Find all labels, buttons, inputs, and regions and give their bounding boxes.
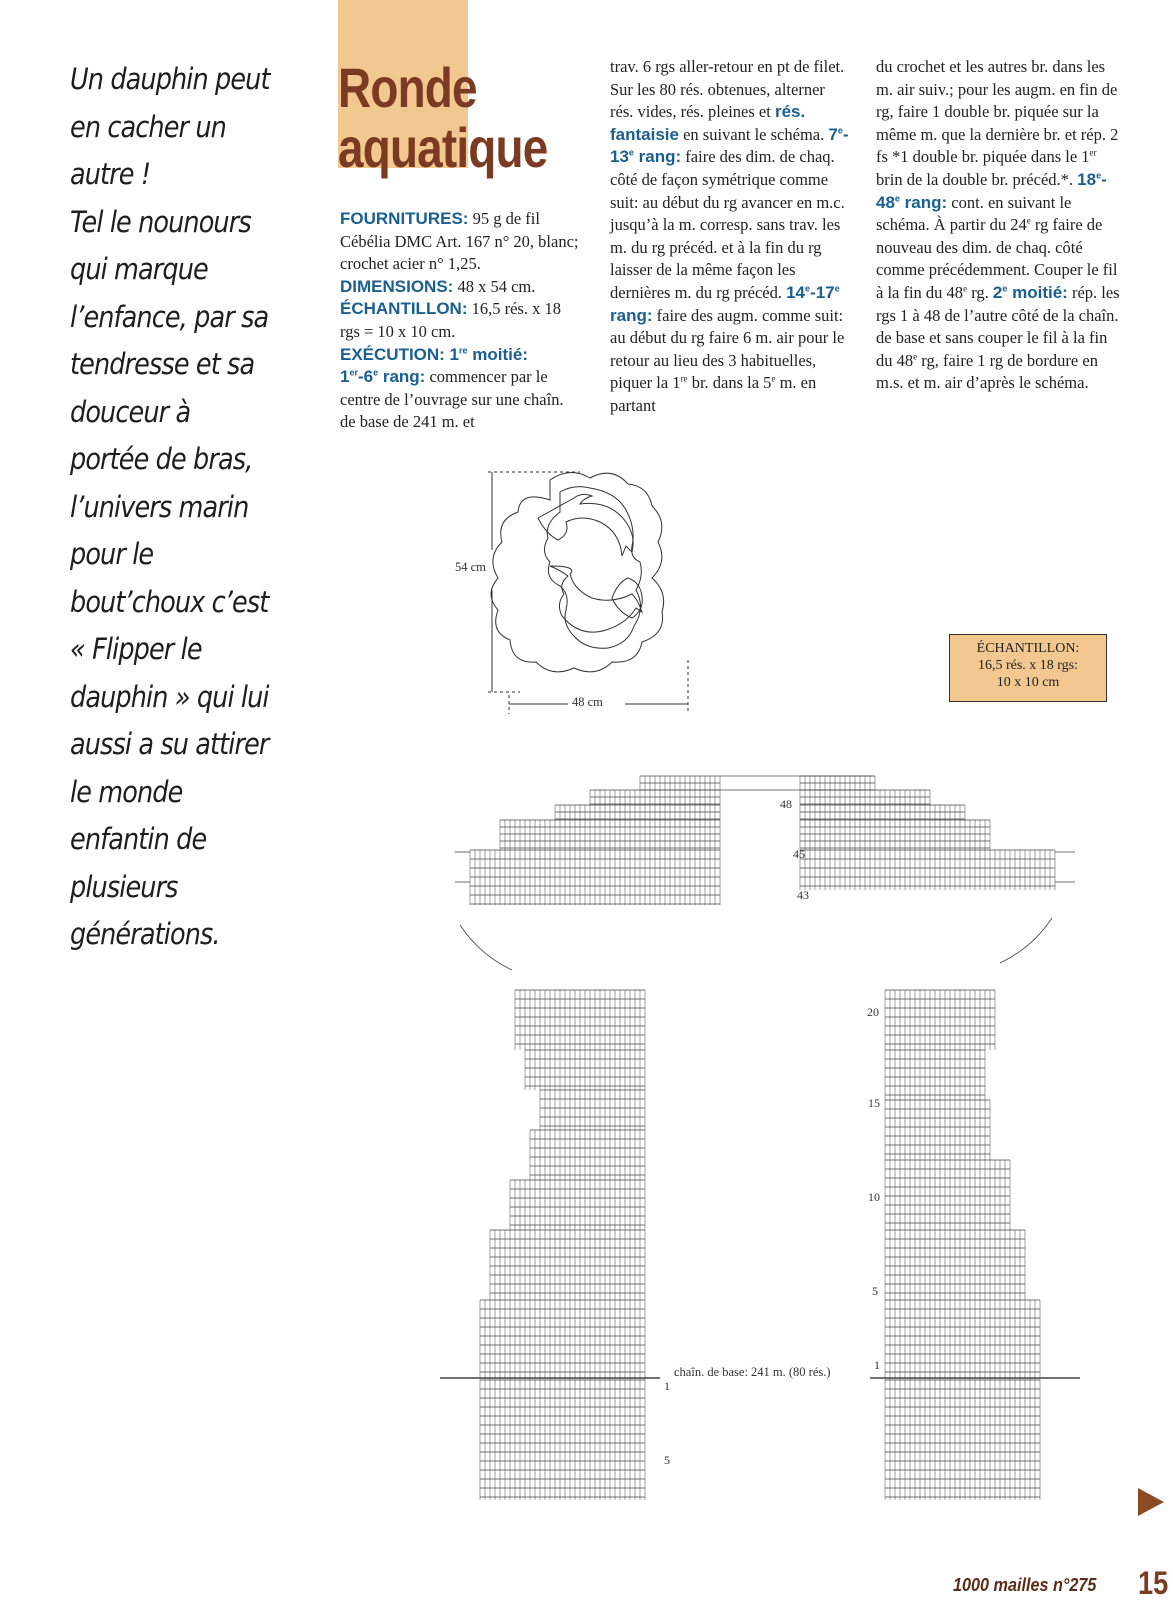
intro-line: douceur à xyxy=(70,394,191,429)
sample-line-2: 16,5 rés. x 18 rgs: xyxy=(977,658,1079,673)
next-page-arrow-icon xyxy=(1138,1488,1164,1516)
title-line-2: aquatique xyxy=(338,116,548,179)
row-label-43: 43 xyxy=(797,888,809,902)
rang-7-13-label: 7e-13e rang: xyxy=(610,124,849,167)
col2-text-3: faire des dim. de chaq. côté de façon symétrique comme suit: au début du rg avancer en m.c. jusqu’à la m. corresp. sans trav. les m. du rg précéd. et à la fin du rg laisser de la même façon les dernières m. du rg précéd. xyxy=(610,147,845,302)
magazine-footer: 1000 mailles n°275 xyxy=(953,1575,1097,1595)
intro-line: en cacher un xyxy=(70,109,226,144)
row-label-5: 5 xyxy=(872,1284,878,1298)
col2-text-2: en suivant le schéma. xyxy=(678,124,829,144)
row-label-15: 15 xyxy=(868,1096,880,1110)
sample-line-1: ÉCHANTILLON: xyxy=(976,641,1080,656)
intro-line: Un dauphin peut xyxy=(70,62,270,96)
row-label-10: 10 xyxy=(868,1190,880,1204)
width-label: 48 cm xyxy=(572,695,603,709)
intro-line: générations. xyxy=(70,917,220,951)
col3-text-1: du crochet et les autres br. dans les m. air suiv.; pour les augm. en fin de rg, faire 1 double br. piquée sur la même m. que la dernière br. et rép. 2 fs *1 double br. piquée dans le 1er brin de la double br. précéd.*. xyxy=(876,57,1119,189)
row-label-20: 20 xyxy=(867,1005,879,1019)
row-label-45: 45 xyxy=(793,847,805,861)
intro-line: aussi a su attirer xyxy=(70,727,269,761)
height-label: 54 cm xyxy=(455,560,486,574)
echantillon-label: ÉCHANTILLON: xyxy=(340,299,468,319)
intro-line: pour le xyxy=(70,537,154,571)
rang-18-48-label: 18e-48e rang: xyxy=(876,169,1107,212)
col3-text-3: rép. les rgs 1 à 48 de l’autre côté de la chaîn. de base et sans couper le fil à la fin du 48e rg, faire 1 rg de bordure en m.s. et m. air d’après le schéma. xyxy=(876,282,1120,393)
title-line-1: Ronde xyxy=(338,56,477,119)
fournitures-label: FOURNITURES: xyxy=(340,209,469,228)
intro-line: Tel le nounours xyxy=(70,204,251,239)
intro-line: portée de bras, xyxy=(70,442,253,476)
intro-line: tendresse et sa xyxy=(70,347,255,381)
intro-line: enfantin de xyxy=(70,822,207,856)
rang-14-17-label: 14e-17e rang: xyxy=(610,282,840,325)
page-number: 15 xyxy=(1138,1565,1169,1601)
sample-line-3: 10 x 10 cm xyxy=(996,675,1060,690)
intro-line: le monde xyxy=(70,774,183,809)
dimensions-text: 48 x 54 cm. xyxy=(453,276,536,296)
intro-line: dauphin » qui lui xyxy=(70,679,269,714)
fournitures-text: 95 g de fil Cébélia DMC Art. 167 n° 20, blanc; crochet acier n° 1,25. xyxy=(340,209,579,274)
intro-line: bout’choux c’est xyxy=(70,584,269,619)
echantillon-text: 16,5 rés. x 18 rgs = 10 x 10 cm. xyxy=(340,299,561,341)
intro-line: qui marque xyxy=(70,252,208,286)
rang-1-6-text: commencer par le centre de l’ouvrage sur une chaîn. de base de 241 m. et xyxy=(340,367,564,432)
intro-line: autre ! xyxy=(70,157,151,191)
col3-text-2: cont. en suivant le schéma. À partir du 24e rg faire de nouveau des dim. de chaq. côté comme précédemment. Couper le fil à la fin du 48e rg. xyxy=(876,192,1118,302)
fantaisie-label: rés. fantaisie xyxy=(610,102,806,144)
intro-line: l’univers marin xyxy=(70,489,249,524)
intro-line: l’enfance, par sa xyxy=(70,299,269,334)
row-label-48: 48 xyxy=(780,797,792,811)
base-chain-label: chaîn. de base: 241 m. (80 rés.) xyxy=(674,1365,831,1379)
rang-1-6-label: 1er-6e rang: xyxy=(340,367,426,387)
col2-text-4: faire des augm. comme suit: au début du rg faire 6 m. air pour le retour au lieu des 3 habituelles, piquer la 1re br. dans la 5e m. en partant xyxy=(610,305,845,415)
row-label-5-left: 5 xyxy=(664,1453,670,1467)
intro-line: « Flipper le xyxy=(70,632,202,666)
dimensions-label: DIMENSIONS: xyxy=(340,276,454,296)
row-label-1-left: 1 xyxy=(664,1379,670,1393)
execution-label: EXÉCUTION: 1re moitié: xyxy=(340,344,528,364)
col2-text-1: trav. 6 rgs aller-retour en pt de filet. Sur les 80 rés. obtenues, alterner rés. vides, rés. pleines et xyxy=(610,57,845,122)
row-label-1: 1 xyxy=(874,1358,880,1372)
intro-line: plusieurs xyxy=(70,869,178,904)
moitie-2-label: 2e moitié: xyxy=(992,282,1068,302)
